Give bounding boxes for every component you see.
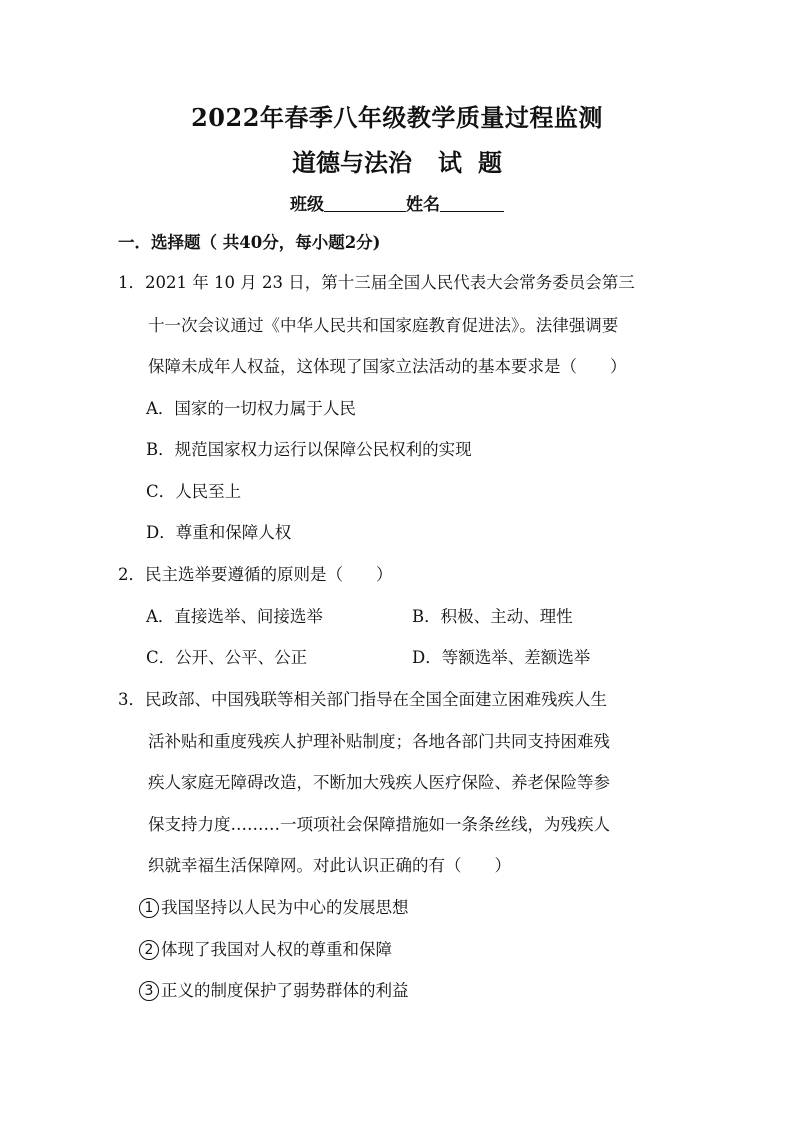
circled-number-1: 1 [139,898,159,918]
q3-statement-3[interactable] [139,980,409,1002]
q1-option-b[interactable]: B．规范国家权力运行以保障公民权利的实现 [146,440,472,459]
q1-option-c[interactable]: C．人民至上 [146,482,242,501]
student-info-line [0,190,794,215]
q1-stem-line-1: 1．2021 年 10 月 23 日，第十三届全国人民代表大会常务委员会第三 [118,273,635,292]
q3-statement-1-text: 我国坚持以人民为中心的发展思想 [161,898,409,917]
q2-option-a[interactable]: A．直接选举、间接选举 [146,607,323,626]
q2-stem: 2．民主选举要遵循的原则是（ ） [118,565,393,584]
q2-option-d[interactable]: D．等额选举、差额选举 [412,648,591,667]
q3-statement-3-text: 正义的制度保护了弱势群体的利益 [161,981,409,1000]
exam-title: 2022年春季八年级教学质量过程监测 [191,103,603,132]
q1-option-a[interactable]: A．国家的一切权力属于人民 [146,399,356,418]
q1-option-d[interactable]: D．尊重和保障人权 [146,523,292,542]
q3-stem-line-4: 保支持力度………一项项社会保障措施如一条条丝线，为残疾人 [148,815,610,834]
q3-statement-2-text: 体现了我国对人权的尊重和保障 [161,940,392,959]
exam-subject-title [0,143,794,178]
q3-statement-1[interactable] [139,897,409,919]
name-blank[interactable] [440,195,504,212]
q3-stem-line-1: 3．民政部、中国残联等相关部门指导在全国全面建立困难残疾人生 [118,690,607,709]
q3-stem-line-2: 活补贴和重度残疾人护理补贴制度；各地各部门共同支持困难残 [148,732,610,751]
subject-suffix-2: 题 [478,148,502,177]
subject-name: 道德与法治 [292,148,412,177]
class-label: 班级 [290,195,324,215]
section-heading: 一．选择题（ 共40分，每小题2分) [118,233,381,252]
q3-statement-2[interactable] [139,939,392,961]
circled-number-2: 2 [139,940,159,960]
q2-option-b[interactable]: B．积极、主动、理性 [412,607,573,626]
q3-stem-line-3: 疾人家庭无障碍改造，不断加大残疾人医疗保险、养老保险等参 [148,773,610,792]
q1-stem-line-2: 十一次会议通过《中华人民共和国家庭教育促进法》。法律强调要 [148,316,619,335]
name-label: 姓名 [406,195,440,215]
class-blank[interactable] [324,195,406,212]
subject-suffix-1: 试 [438,148,462,177]
q2-option-c[interactable]: C．公开、公平、公正 [146,648,308,667]
circled-number-3: 3 [139,981,159,1001]
q3-stem-line-5: 织就幸福生活保障网。对此认识正确的有（ ） [148,856,511,875]
q1-stem-line-3: 保障未成年人权益，这体现了国家立法活动的基本要求是（ ） [148,357,627,376]
